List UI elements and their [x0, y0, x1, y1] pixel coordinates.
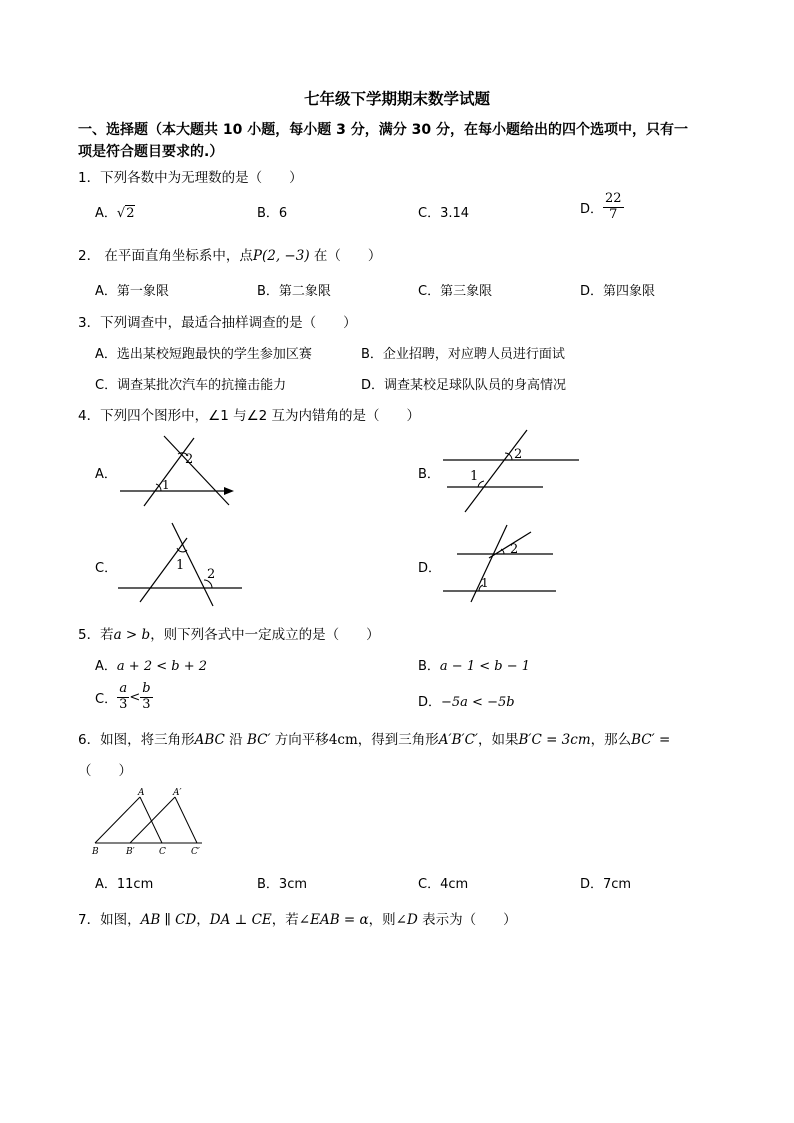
q6-stem-5: ，如果: [477, 732, 519, 748]
q7-stem-1: 7．如图，: [78, 912, 141, 928]
section-header-line1: 一、选择题（本大题共 10 小题，每小题 3 分，满分 30 分，在每小题给出的四个选项中，只有一: [78, 122, 688, 138]
q4-figure-b: [435, 428, 585, 514]
q7-relation-3: ∠EAB = α: [298, 912, 369, 928]
q5-condition: a > b: [113, 627, 151, 643]
q6-distance: 4cm: [328, 732, 358, 748]
q6-stem-6: ，那么: [590, 732, 632, 748]
q2-point: P(2, −3): [252, 248, 310, 264]
fig-c-label-1: 1: [176, 558, 185, 573]
fig-d-label-2: 2: [510, 542, 519, 557]
q2-option-c: C．第三象限: [418, 284, 493, 299]
q5-option-a-label: A．: [95, 659, 117, 674]
q5-option-c: [95, 682, 153, 713]
q6-stem-4: ，得到三角形: [357, 732, 439, 748]
fig-a-transversal-2: [164, 436, 229, 505]
fig6-label-a: A: [138, 788, 145, 798]
q1-option-a-label: A．: [95, 206, 117, 221]
q3-option-b: B．企业招聘，对应聘人员进行面试: [361, 347, 565, 362]
fig6-segment-ac: [140, 797, 162, 843]
q4-option-d-label: D．: [418, 561, 442, 576]
q5-option-b: [418, 655, 530, 674]
fig6-segment-a2c2: [175, 797, 197, 843]
q2-option-b: B．第二象限: [257, 284, 331, 299]
q1-option-a: [95, 202, 135, 221]
q2-stem-post: 在（ ）: [309, 248, 382, 264]
q5-stem-pre: 5．若: [78, 627, 114, 643]
q6-figure: [88, 785, 210, 859]
page-title: 七年级下学期期末数学试题: [303, 90, 490, 108]
fraction-denominator: 3: [119, 696, 128, 712]
q2-option-a: A．第一象限: [95, 284, 169, 299]
q1-option-c: C．3.14: [418, 206, 470, 221]
fraction-denominator: 7: [609, 206, 618, 222]
q7-relation-2: DA ⊥ CE: [209, 912, 272, 928]
sqrt-symbol: √: [116, 206, 126, 221]
fig-d-angle-arc-2: [501, 549, 504, 554]
q5-option-d: [418, 691, 515, 710]
q6-triangle-1: ABC: [194, 732, 225, 748]
q5-option-b-label: B．: [418, 659, 440, 674]
fig-a-angle-arc-1: [156, 484, 161, 491]
q5-option-a-expr: a + 2 < b + 2: [116, 659, 207, 674]
fig6-label-c: C: [159, 847, 166, 857]
section-header-line2: 项是符合题目要求的.）: [78, 144, 224, 160]
fig-b-label-2: 2: [514, 447, 523, 462]
fig-b-label-1: 1: [470, 469, 479, 484]
q3-stem: 3．下列调查中，最适合抽样调查的是（ ）: [78, 315, 357, 331]
fig-a-arrowhead: [224, 487, 234, 495]
fig-d-label-1: 1: [481, 576, 489, 590]
q6-stem-3: 方向平移: [270, 732, 329, 748]
q1-stem: 1．下列各数中为无理数的是（ ）: [78, 170, 303, 186]
q1-option-a-radicand: 2: [126, 206, 135, 221]
less-than-sign: <: [129, 689, 141, 705]
fraction: [603, 192, 624, 223]
q3-option-d: D．调查某校足球队队员的身高情况: [361, 378, 567, 393]
fraction-numerator: 22: [605, 191, 622, 206]
q3-option-a: A．选出某校短跑最快的学生参加区赛: [95, 347, 312, 362]
fig6-label-b: B: [92, 847, 99, 857]
fig-c-label-2: 2: [207, 567, 216, 582]
q6-stem-line2: （ ）: [78, 763, 132, 779]
q6-stem: [78, 728, 670, 748]
fig6-label-a-prime: A′: [173, 788, 182, 798]
q3-option-c: C．调查某批次汽车的抗撞击能力: [95, 378, 287, 393]
q5-option-c-label: C．: [95, 691, 118, 707]
q7-angle: ∠D: [395, 912, 418, 928]
q6-option-b: B．3cm: [257, 877, 308, 892]
fraction-numerator: b: [142, 681, 151, 696]
fig6-label-c-prime: C′: [191, 847, 200, 857]
q6-direction: BC′: [246, 732, 271, 748]
q5-option-d-expr: −5a < −5b: [441, 695, 515, 710]
q4-option-a-label: A．: [95, 467, 117, 482]
q4-figure-c: [112, 520, 247, 608]
q4-option-b-label: B．: [418, 467, 440, 482]
q6-option-c: C．4cm: [418, 877, 469, 892]
fig-a-label-1: 1: [162, 478, 170, 492]
fraction: [140, 682, 152, 713]
fig-a-transversal-1: [144, 438, 194, 506]
q6-stem-2: 沿: [224, 732, 247, 748]
q6-option-d: D．7cm: [580, 877, 632, 892]
q7-relation-1: AB ∥ CD: [140, 912, 197, 928]
q7-stem-3: ，若: [271, 912, 299, 928]
q7-stem-5: 表示为（ ）: [417, 912, 517, 928]
q1-option-d: [580, 192, 624, 223]
q5-stem-post: ，则下列各式中一定成立的是（ ）: [150, 627, 380, 643]
q7-stem-4: ，则: [368, 912, 396, 928]
q6-ask: BC′ =: [631, 732, 671, 748]
q5-option-d-label: D．: [418, 695, 442, 710]
q6-condition: B′C = 3cm: [518, 732, 591, 748]
q5-option-a: [95, 655, 207, 674]
fig6-segment-a2b2: [130, 797, 175, 843]
q1-option-b: B．6: [257, 206, 288, 221]
fig-a-label-2: 2: [185, 452, 194, 467]
fig-b-angle-arc-2: [505, 453, 512, 460]
q1-option-d-label: D．: [580, 201, 604, 217]
q6-option-a: A．11cm: [95, 877, 154, 892]
fig-b-angle-arc-1: [478, 481, 484, 487]
q2-option-d: D．第四象限: [580, 284, 656, 299]
q4-figure-d: [435, 522, 565, 604]
fraction-numerator: a: [117, 682, 129, 698]
q4-figure-a: [112, 432, 242, 510]
q4-stem: 4．下列四个图形中，∠1 与∠2 互为内错角的是（ ）: [78, 408, 421, 424]
q2-stem-pre: 2． 在平面直角坐标系中，点: [78, 248, 253, 264]
q7-stem: [78, 908, 517, 928]
q4-option-c-label: C．: [95, 561, 118, 576]
q2-stem: [78, 244, 381, 264]
q5-option-b-expr: a − 1 < b − 1: [439, 659, 531, 674]
q6-stem-1: 6．如图，将三角形: [78, 732, 195, 748]
q6-triangle-2: A′B′C′: [438, 732, 478, 748]
q7-stem-2: ，: [196, 912, 210, 928]
q5-stem: [78, 623, 380, 643]
fig6-segment-ab: [95, 797, 140, 843]
fig6-label-b-prime: B′: [126, 847, 135, 857]
fraction-denominator: 3: [142, 696, 151, 712]
fraction: [117, 682, 129, 713]
